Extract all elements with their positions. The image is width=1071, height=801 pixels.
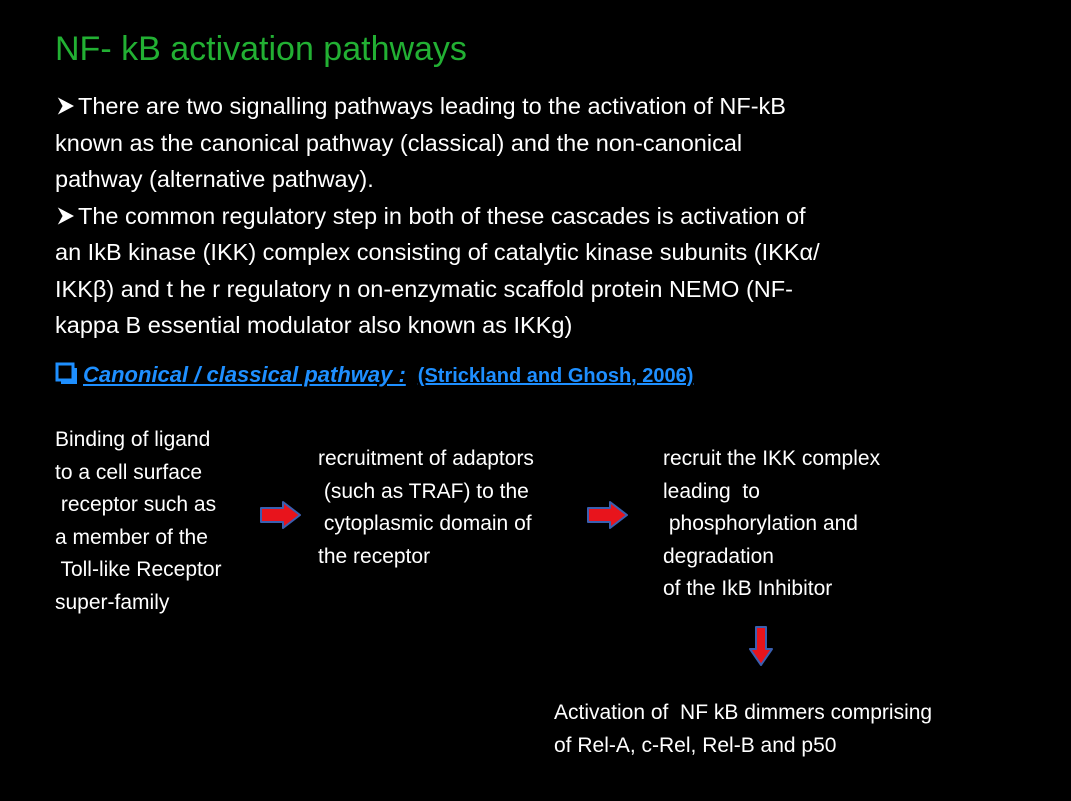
checkbox-bullet-icon <box>55 362 77 384</box>
bullet-text-1: There are two signalling pathways leading to the activation of NF-kB known as the canonical pathway (classical) and the non-canonical pathway (alternative pathway). <box>55 93 786 192</box>
step-4-text: Activation of NF kB dimmers comprising of Rel-A, c-Rel, Rel-B and p50 <box>554 701 933 757</box>
citation-link[interactable]: (Strickland and Ghosh, 2006) <box>417 365 694 387</box>
step-1-text: Binding of ligand to a cell surface receptor such as a member of the Toll-like Receptor super-family <box>55 428 222 614</box>
section-heading: Canonical / classical pathway : <box>83 362 406 387</box>
slide-title: NF- kB activation pathways <box>55 30 467 68</box>
step-2-text: recruitment of adaptors (such as TRAF) to the cytoplasmic domain of the receptor <box>318 447 534 568</box>
right-arrow-icon <box>586 500 630 530</box>
down-arrow-icon <box>748 625 774 667</box>
section-header <box>55 362 693 388</box>
right-arrow-icon <box>259 500 303 530</box>
bullet-item-2 <box>55 198 1015 344</box>
arrowhead-bullet-icon <box>55 96 75 116</box>
bullet-list <box>55 88 1015 344</box>
arrowhead-bullet-icon <box>55 206 75 226</box>
bullet-item-1 <box>55 88 1015 198</box>
step-3-text: recruit the IKK complex leading to phosphorylation and degradation of the IkB Inhibitor <box>663 447 881 600</box>
bullet-text-2: The common regulatory step in both of these cascades is activation of an IkB kinase (IKK) complex consisting of catalytic kinase subunits (IKKα/ IKKβ) and t he r regulatory n on-enzymatic scaffold protein NEMO (NF- kappa B essential modulator also known as IKKg) <box>55 202 820 338</box>
